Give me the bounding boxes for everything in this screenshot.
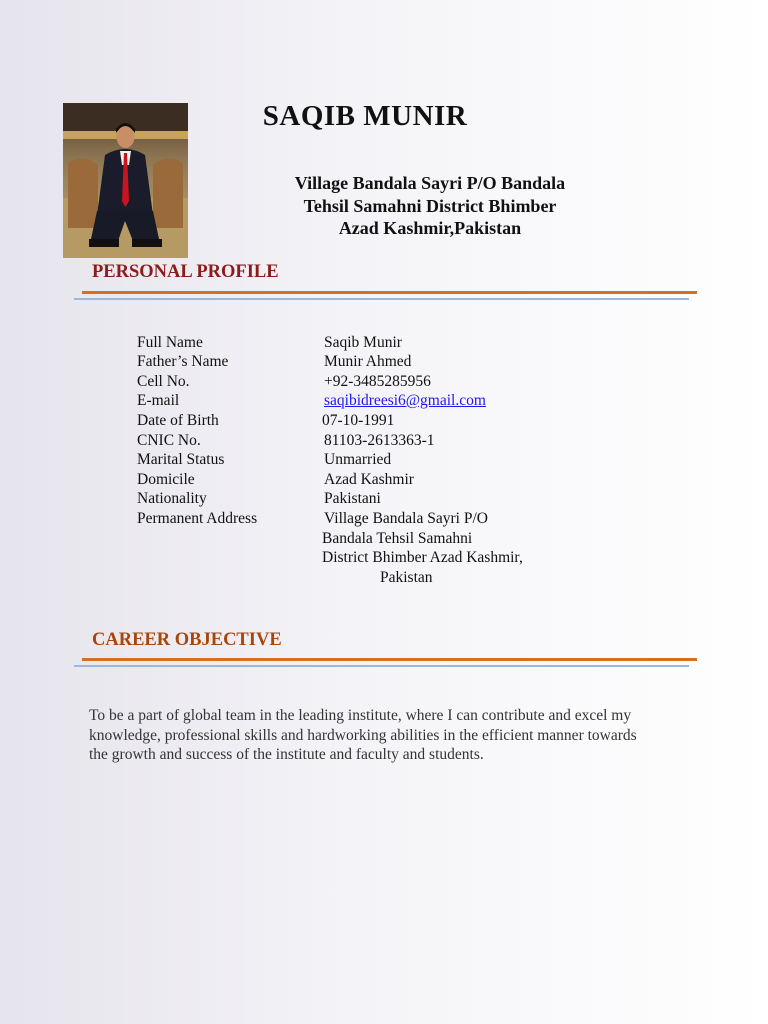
profile-row [0,411,768,431]
email-link[interactable]: saqibidreesi6@gmail.com [324,392,486,409]
profile-label: Domicile [137,471,195,488]
section-divider-orange [82,291,697,294]
profile-row [0,470,768,490]
profile-label: Permanent Address [137,510,258,527]
address-line-1: Village Bandala Sayri P/O Bandala [294,173,566,193]
profile-value: 07-10-1991 [322,412,395,429]
career-objective-heading: CAREER OBJECTIVE [92,630,282,650]
address-continuation-line: Bandala Tehsil Samahni [322,530,473,547]
profile-label: Cell No. [137,373,190,390]
profile-value: 81103-2613363-1 [324,432,435,449]
address-continuation-line: District Bhimber Azad Kashmir, [322,549,523,566]
profile-row [0,352,768,372]
candidate-name: SAQIB MUNIR [262,100,468,132]
profile-label: Date of Birth [137,412,219,429]
header-address [120,172,740,240]
profile-value: Saqib Munir [324,334,402,351]
profile-row [0,509,768,529]
address-continuation-line: Pakistan [380,569,433,586]
section-divider-orange [82,658,697,661]
profile-row [0,333,768,353]
profile-row [0,431,768,451]
profile-row [0,450,768,470]
profile-label: Marital Status [137,451,225,468]
career-objective-text: To be a part of global team in the leading institute, where I can contribute and excel my knowledge, professional skills and hardworking abilities in the efficient manner towards the growth and success of the institute and faculty and students. [89,707,637,763]
address-line-2: Tehsil Samahni District Bhimber [303,195,557,216]
profile-value: Pakistani [324,490,381,507]
profile-label: Nationality [137,490,207,507]
section-divider-blue [74,298,689,300]
profile-value: Munir Ahmed [324,353,412,370]
personal-profile-heading: PERSONAL PROFILE [92,262,279,282]
profile-row [0,391,768,411]
profile-value: Unmarried [324,451,392,468]
profile-value: Village Bandala Sayri P/O [324,510,488,527]
profile-value: Azad Kashmir [324,471,414,488]
profile-label: CNIC No. [137,432,201,449]
profile-row [0,489,768,509]
section-divider-blue [74,665,689,667]
profile-label: Father’s Name [137,353,229,370]
profile-value: +92-3485285956 [324,373,431,390]
address-line-3: Azad Kashmir,Pakistan [338,218,522,238]
profile-label: E-mail [137,392,180,409]
profile-row [0,372,768,392]
profile-label: Full Name [137,334,203,351]
